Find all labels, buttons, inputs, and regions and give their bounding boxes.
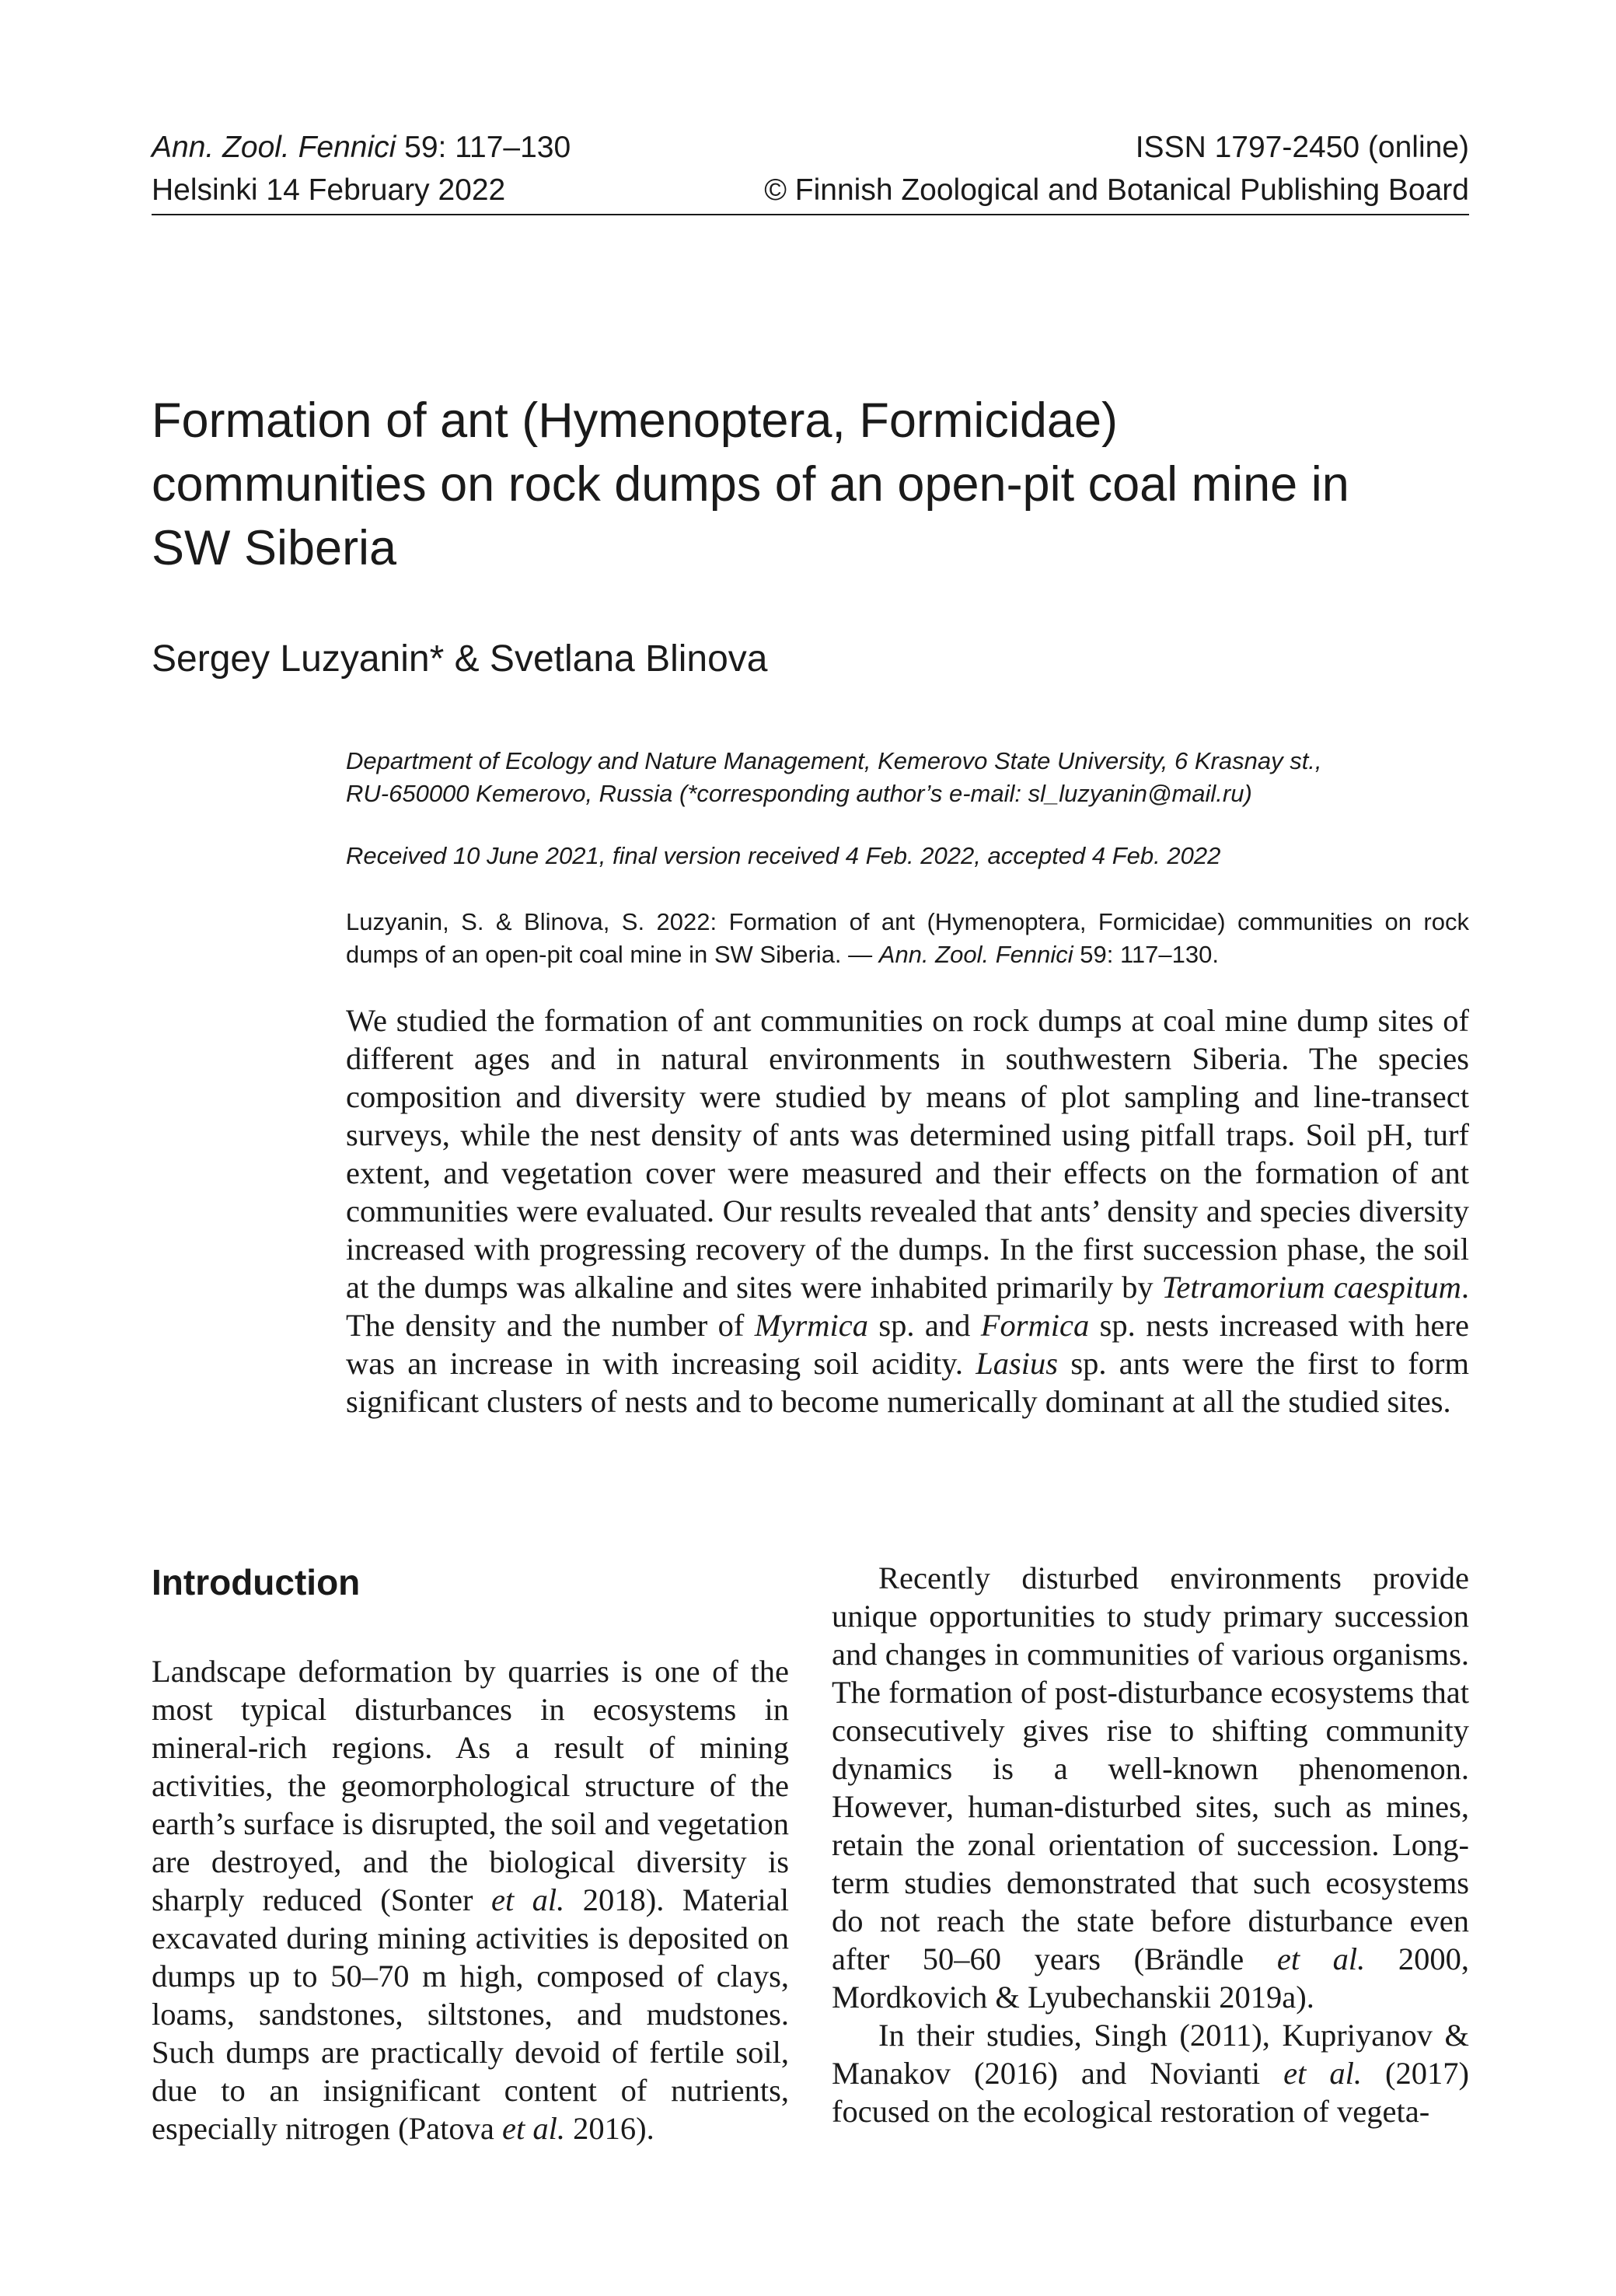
- volume-pages: 59: 117–130: [396, 131, 571, 164]
- journal-citation: [152, 126, 571, 169]
- title-line-1: Formation of ant (Hymenoptera, Formicidae): [152, 393, 1118, 448]
- header-rule: [152, 214, 1469, 215]
- et-al: et al.: [490, 1882, 565, 1917]
- paragraph-text: 2018). Material excavated during mining activities is deposited on dumps up to 50–70 m high, composed of clays, loams, sandstones, siltstones, and mudstones. Such dumps are practically devoid of fertile soil, due to an insignificant content of nutrients, especially nitrogen (Patova: [152, 1882, 789, 2146]
- taxon: Lasius: [976, 1346, 1059, 1381]
- paragraph-text: 2016).: [564, 2111, 654, 2146]
- title-line-2: communities on rock dumps of an open-pit coal mine in: [152, 457, 1349, 512]
- taxon: Myrmica: [754, 1308, 868, 1343]
- et-al: et al.: [1283, 2056, 1363, 2091]
- et-al: et al.: [1276, 1941, 1366, 1976]
- paragraph-text: In their studies, Singh (2011), Kupriyanov & Manakov (2016) and Novianti: [832, 2018, 1469, 2091]
- paragraph: [832, 1559, 1469, 2016]
- et-al: et al.: [501, 2111, 565, 2146]
- abstract-text: sp. nests increased with here was an increase in with increasing soil acidity.: [346, 1308, 1469, 1381]
- abstract-text: sp. ants were the first to form significant clusters of nests and to become numerically dominant at all the studied sites.: [346, 1346, 1469, 1419]
- abstract: [346, 1001, 1469, 1421]
- abstract-text: We studied the formation of ant communities on rock dumps at coal mine dump sites of different ages and in natural environments in southwestern Siberia. The species composition and diversity were studied by means of plot sampling and line-transect surveys, while the nest density of ants was determined using pitfall traps. Soil pH, turf extent, and vegetation cover were measured and their effects on the formation of ant communities were evaluated. Our results revealed that ants’ density and species diversity increased with progressing recovery of the dumps. In the first succession phase, the soil at the dumps was alkaline and sites were inhabited primarily by: [346, 1003, 1469, 1305]
- abstract-text: . The density and the number of: [346, 1270, 1469, 1343]
- paragraph: [152, 1652, 789, 2147]
- abstract-text: sp. and: [867, 1308, 981, 1343]
- affiliation-line-2: RU-650000 Kemerovo, Russia (*corresponding author’s e-mail: sl_luzyanin@mail.ru): [346, 780, 1252, 807]
- copyright: © Finnish Zoological and Botanical Publishing Board: [764, 173, 1469, 207]
- paragraph-text: Recently disturbed environments provide unique opportunities to study primary succession and changes in communities of various organisms. The formation of post-disturbance ecosystems that consecutively gives rise to shifting community dynamics is a well-known phenomenon. However, human-disturbed sites, such as mines, retain the zonal orientation of succession. Long-term studies demonstrated that such ecosystems do not reach the state before disturbance even after 50–60 years (Brändle: [832, 1560, 1469, 1976]
- body-column-right: [832, 1559, 1469, 2130]
- title-line-3: SW Siberia: [152, 521, 397, 575]
- citation-pages: 59: 117–130.: [1073, 941, 1219, 968]
- authors: Sergey Luzyanin* & Svetlana Blinova: [152, 638, 768, 680]
- journal-name: Ann. Zool. Fennici: [152, 131, 396, 164]
- issn: ISSN 1797-2450 (online): [1135, 131, 1469, 164]
- received-dates: Received 10 June 2021, final version received 4 Feb. 2022, accepted 4 Feb. 2022: [346, 842, 1221, 869]
- paragraph-text: (2017) focused on the ecological restoration of vegeta-: [832, 2056, 1469, 2129]
- taxon: Tetramorium caespitum: [1161, 1270, 1461, 1305]
- header-row-1: [152, 126, 1469, 169]
- taxon: Formica: [980, 1308, 1090, 1343]
- paragraph-text: Landscape deformation by quarries is one of the most typical disturbances in ecosystems in mineral-rich regions. As a result of mining activities, the geomorphological structure of the earth’s surface is disrupted, the soil and vegetation are destroyed, and the biological diversity is sharply reduced (Sonter: [152, 1654, 789, 1917]
- place-date: Helsinki 14 February 2022: [152, 173, 506, 207]
- header-row-2: [152, 169, 1469, 211]
- paragraph-text: 2000, Mordkovich & Lyubechanskii 2019a).: [832, 1941, 1469, 2015]
- affiliation-line-1: Department of Ecology and Nature Management, Kemerovo State University, 6 Krasnay st.,: [346, 747, 1322, 774]
- article-title: [152, 389, 1473, 580]
- citation: [346, 906, 1469, 971]
- body-column-left: [152, 1559, 789, 2147]
- citation-text: Luzyanin, S. & Blinova, S. 2022: Formation of ant (Hymenoptera, Formicidae) communities on rock dumps of an open-pit coal mine in SW Siberia. —: [346, 908, 1469, 968]
- running-header: [152, 126, 1469, 211]
- citation-journal: Ann. Zool. Fennici: [878, 941, 1073, 968]
- section-heading-introduction: Introduction: [152, 1562, 361, 1602]
- affiliation: [346, 745, 1469, 810]
- paragraph: [832, 2016, 1469, 2130]
